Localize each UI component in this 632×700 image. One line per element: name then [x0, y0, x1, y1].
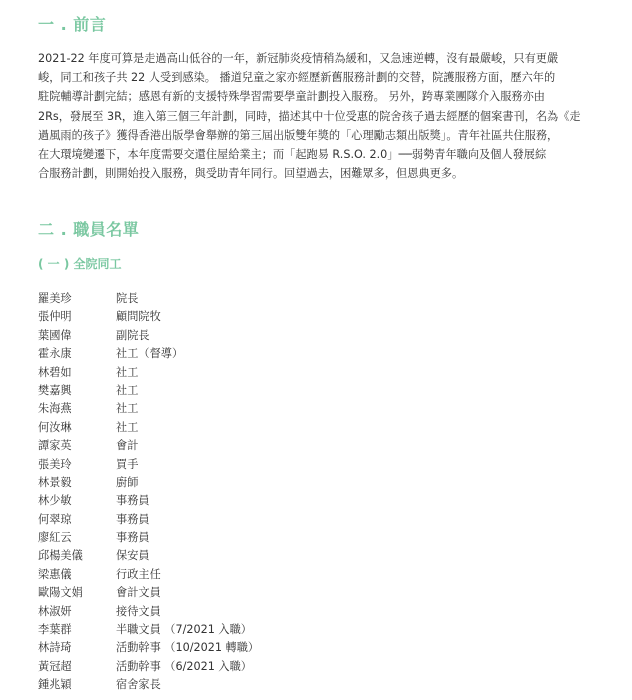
staff-role: 事務員	[116, 531, 150, 545]
foreword-line: 過風雨的孩子》獲得香港出版學會舉辦的第三屆出版雙年獎的「心理勵志類出版獎」。青年社區共住服務，	[38, 128, 559, 142]
staff-role: 院長	[116, 292, 139, 305]
staff-row	[38, 345, 598, 363]
foreword-line: 駐院輔導計劃完結；感恩有新的支援特殊學習需要學童計劃投入服務。 另外，跨專業團隊介入服務亦由	[38, 90, 545, 104]
staff-row	[38, 658, 598, 676]
staff-name: 林景毅	[38, 475, 72, 489]
staff-name: 李葉群	[38, 623, 72, 637]
staff-role: 買手	[116, 457, 139, 471]
staff-row	[38, 584, 598, 602]
staff-row	[38, 400, 598, 418]
staff-name: 何翠琼	[38, 512, 72, 526]
staff-name: 霍永康	[38, 347, 72, 361]
foreword-line: 2Rs，發展至 3R，進入第三個三年計劃，同時，描述其中十位受惠的院舍孩子過去經歷的個案書刊，名為《走	[38, 109, 581, 123]
staff-role: 社工	[116, 402, 139, 416]
staff-row	[38, 639, 598, 657]
staff-name: 葉國偉	[38, 328, 72, 342]
staff-row	[38, 621, 598, 639]
staff-row	[38, 327, 598, 345]
staff-row	[38, 437, 598, 455]
staff-role: 活動幹事 （10/2021 轉職）	[116, 641, 260, 655]
staff-row	[38, 511, 598, 529]
staff-role: 廚師	[116, 475, 139, 489]
staff-row	[38, 456, 598, 474]
section-title-foreword: 一 . 前言	[38, 15, 107, 34]
staff-role: 保安員	[116, 549, 150, 563]
staff-list	[38, 290, 598, 695]
staff-role: 副院長	[116, 328, 150, 342]
staff-role: 社工	[116, 420, 139, 434]
staff-role: 接待文員	[116, 604, 161, 618]
staff-role: 會計文員	[116, 586, 161, 600]
staff-role: 顧問院牧	[116, 310, 161, 324]
staff-row	[38, 474, 598, 492]
staff-name: 朱海燕	[38, 402, 72, 416]
foreword-line: 2021-22 年度可算是走過高山低谷的一年，新冠肺炎疫情稍為緩和，又急速逆轉，沒有最嚴峻，只有更嚴	[38, 52, 559, 65]
staff-role: 社工	[116, 365, 139, 379]
staff-name: 林詩琦	[38, 641, 72, 655]
foreword-line: 在大環境變遷下，本年度需要交還住屋給業主；而「起跑易 R.S.O. 2.0」──弱勢青年職向及個人發展綜	[38, 147, 547, 161]
staff-name: 鍾兆穎	[38, 678, 72, 692]
staff-name: 黃冠超	[38, 659, 72, 673]
staff-name: 廖紅云	[38, 531, 72, 545]
section-title-staff-list: 二 . 職員名單	[38, 220, 140, 239]
staff-row	[38, 676, 598, 694]
staff-name: 邱楊美儀	[38, 549, 83, 563]
staff-name: 梁惠儀	[38, 567, 72, 581]
staff-row	[38, 566, 598, 584]
staff-row	[38, 529, 598, 547]
staff-name: 林碧如	[38, 365, 72, 379]
foreword-paragraph	[38, 49, 594, 183]
staff-row	[38, 382, 598, 400]
staff-name: 譚家英	[38, 439, 72, 453]
staff-row	[38, 547, 598, 565]
staff-name: 林少敏	[38, 494, 72, 508]
staff-role: 社工	[116, 383, 139, 397]
staff-role: 宿舍家長	[116, 678, 161, 692]
staff-name: 何汝琳	[38, 420, 72, 434]
staff-role: 活動幹事 （6/2021 入職）	[116, 659, 252, 673]
staff-row	[38, 419, 598, 437]
staff-row	[38, 492, 598, 510]
staff-row	[38, 364, 598, 382]
staff-name: 林淑妍	[38, 604, 72, 618]
foreword-line: 合服務計劃，則開始投入服務，與受助青年同行。回望過去，困難眾多，但恩典更多。	[38, 167, 464, 181]
foreword-line: 峻，同工和孩子共 22 人受到感染。 播道兒童之家亦經歷新舊服務計劃的交替，院護服務方面，歷六年的	[38, 71, 556, 85]
staff-row	[38, 308, 598, 326]
subsection-title-all-staff: ( 一 ) 全院同工	[38, 257, 122, 271]
staff-name: 張仲明	[38, 310, 72, 324]
staff-name: 歐陽文娟	[38, 586, 83, 600]
staff-role: 會計	[116, 439, 139, 453]
staff-row	[38, 290, 598, 308]
staff-role: 事務員	[116, 512, 150, 526]
staff-name: 羅美珍	[38, 292, 72, 305]
staff-role: 社工（督導）	[116, 347, 184, 361]
staff-name: 張美玲	[38, 457, 72, 471]
staff-name: 樊嘉興	[38, 383, 72, 397]
staff-row	[38, 603, 598, 621]
staff-role: 半職文員 （7/2021 入職）	[116, 623, 252, 637]
staff-role: 行政主任	[116, 567, 161, 581]
staff-role: 事務員	[116, 494, 150, 508]
